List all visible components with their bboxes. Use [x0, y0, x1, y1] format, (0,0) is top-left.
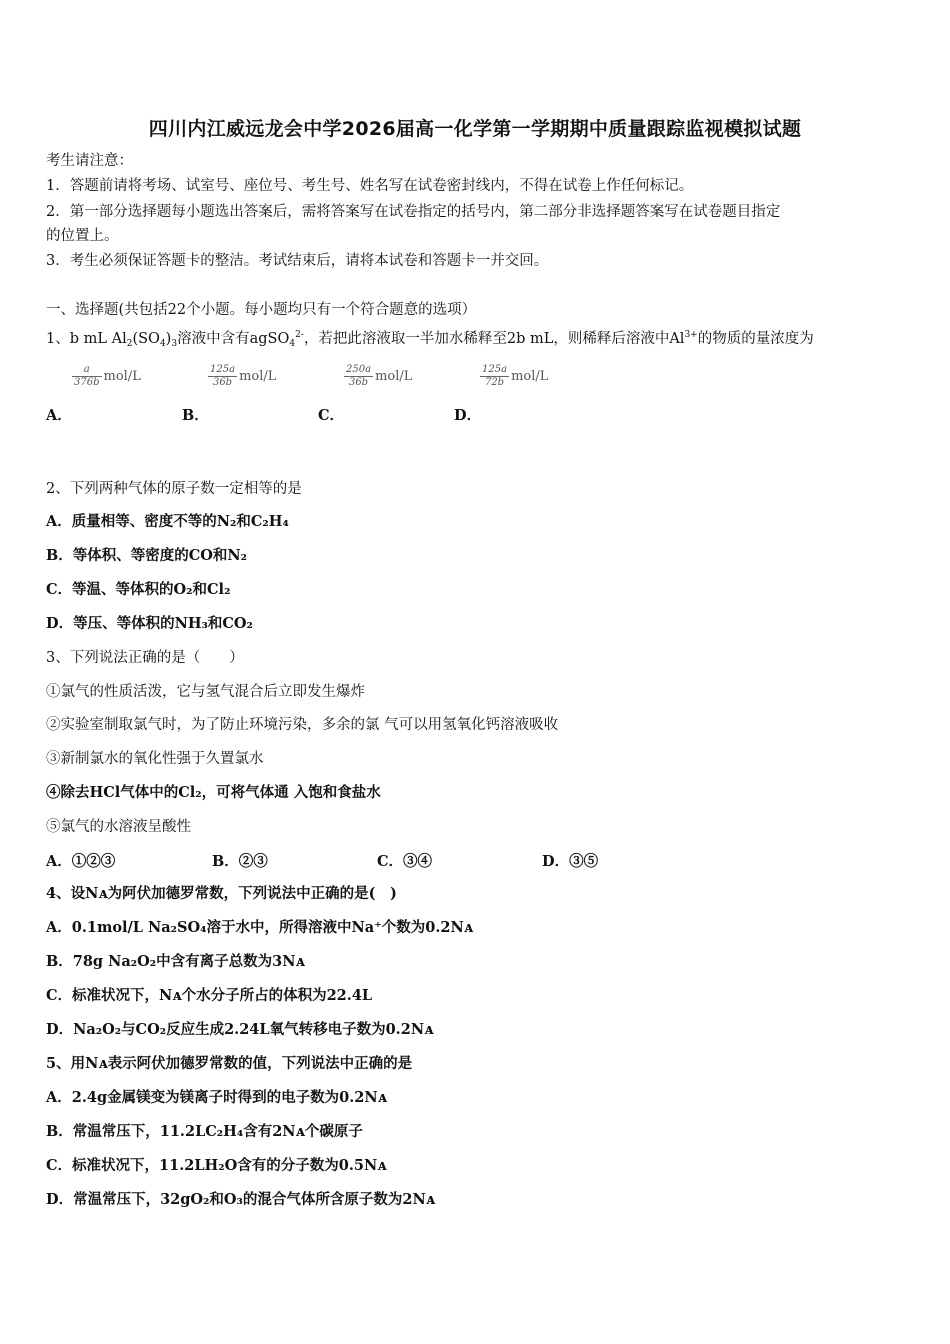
- q1-option-c: C．: [318, 407, 345, 424]
- q2-option-b: B．等体积、等密度的CO和N₂: [46, 547, 248, 564]
- q2-stem: 2、下列两种气体的原子数一定相等的是: [46, 481, 302, 497]
- q1-formula-c: $\frac{250a}{36b}$ mol/L: [346, 364, 413, 388]
- q4-option-a: A．0.1mol/L Na₂SO₄溶于水中，所得溶液中Na⁺个数为0.2Nᴀ: [46, 919, 474, 936]
- q5-option-a: A．2.4g金属镁变为镁离子时得到的电子数为0.2Nᴀ: [46, 1089, 387, 1106]
- q2-option-d: D．等压、等体积的NH₃和CO₂: [46, 615, 253, 632]
- q4-option-b: B．78g Na₂O₂中含有离子总数为3Nᴀ: [46, 953, 305, 970]
- q3-statement-3: ③新制氯水的氧化性强于久置氯水: [46, 751, 264, 767]
- q4-option-d: D．Na₂O₂与CO₂反应生成2.24L氧气转移电子数为0.2Nᴀ: [46, 1021, 434, 1038]
- q3-statement-1: ①氯气的性质活泼，它与氢气混合后立即发生爆炸: [46, 684, 365, 700]
- q4-stem: 4、设Nᴀ为阿伏加德罗常数，下列说法中正确的是( ): [46, 885, 397, 902]
- notice-item-2-cont: 的位置上。: [46, 228, 119, 244]
- q3-statement-5: ⑤氯气的水溶液呈酸性: [46, 819, 191, 835]
- notice-item-2: 2．第一部分选择题每小题选出答案后，需将答案写在试卷指定的括号内，第二部分非选择题答案写在试卷题目指定: [46, 204, 781, 220]
- q1-formula-b: $\frac{125a}{36b}$ mol/L: [210, 364, 277, 388]
- section-heading: 一、选择题(共包括22个小题。每小题均只有一个符合题意的选项）: [46, 302, 477, 318]
- q5-option-b: B．常温常压下，11.2LC₂H₄含有2Nᴀ个碳原子: [46, 1123, 363, 1140]
- q3-option-a: A．①②③: [46, 853, 116, 870]
- q1-formula-d: $\frac{125a}{72b}$ mol/L: [482, 364, 549, 388]
- q1-stem: 1、b mL $Al_2(SO_4)_3$溶液中含有agSO$_4^{2-}$，若把此溶液取一半加水稀释至2b mL，则稀释后溶液中$Al^{3+}$的物质的量浓度为: [46, 330, 814, 349]
- q5-option-c: C．标准状况下，11.2LH₂O含有的分子数为0.5Nᴀ: [46, 1157, 387, 1174]
- q3-stem: 3、下列说法正确的是（ ）: [46, 650, 244, 666]
- q3-statement-2: ②实验室制取氯气时，为了防止环境污染，多余的氯 气可以用氢氧化钙溶液吸收: [46, 717, 559, 733]
- q2-option-c: C．等温、等体积的O₂和Cl₂: [46, 581, 231, 598]
- q1-option-b: B．: [182, 407, 209, 424]
- q3-option-d: D．③⑤: [542, 853, 599, 870]
- q3-option-c: C．③④: [377, 853, 433, 870]
- q3-option-b: B．②③: [212, 853, 268, 870]
- notice-item-3: 3．考生必须保证答题卡的整洁。考试结束后，请将本试卷和答题卡一并交回。: [46, 253, 549, 269]
- page-title: 四川内江威远龙会中学2026届高一化学第一学期期中质量跟踪监视模拟试题: [148, 118, 802, 140]
- q1-option-d: D．: [454, 407, 482, 424]
- q4-option-c: C．标准状况下，Nᴀ个水分子所占的体积为22.4L: [46, 987, 373, 1004]
- q2-option-a: A．质量相等、密度不等的N₂和C₂H₄: [46, 513, 289, 530]
- q5-stem: 5、用Nᴀ表示阿伏加德罗常数的值，下列说法中正确的是: [46, 1055, 413, 1072]
- q1-option-a: A．: [46, 407, 72, 424]
- q5-option-d: D．常温常压下，32gO₂和O₃的混合气体所含原子数为2Nᴀ: [46, 1191, 435, 1208]
- notice-heading: 考生请注意：: [46, 153, 133, 169]
- q3-statement-4: ④除去HCl气体中的Cl₂，可将气体通 入饱和食盐水: [46, 784, 381, 801]
- notice-item-1: 1．答题前请将考场、试室号、座位号、考生号、姓名写在试卷密封线内，不得在试卷上作任何标记。: [46, 178, 694, 194]
- q1-formula-a: $\frac{a}{376b}$ mol/L: [74, 364, 141, 388]
